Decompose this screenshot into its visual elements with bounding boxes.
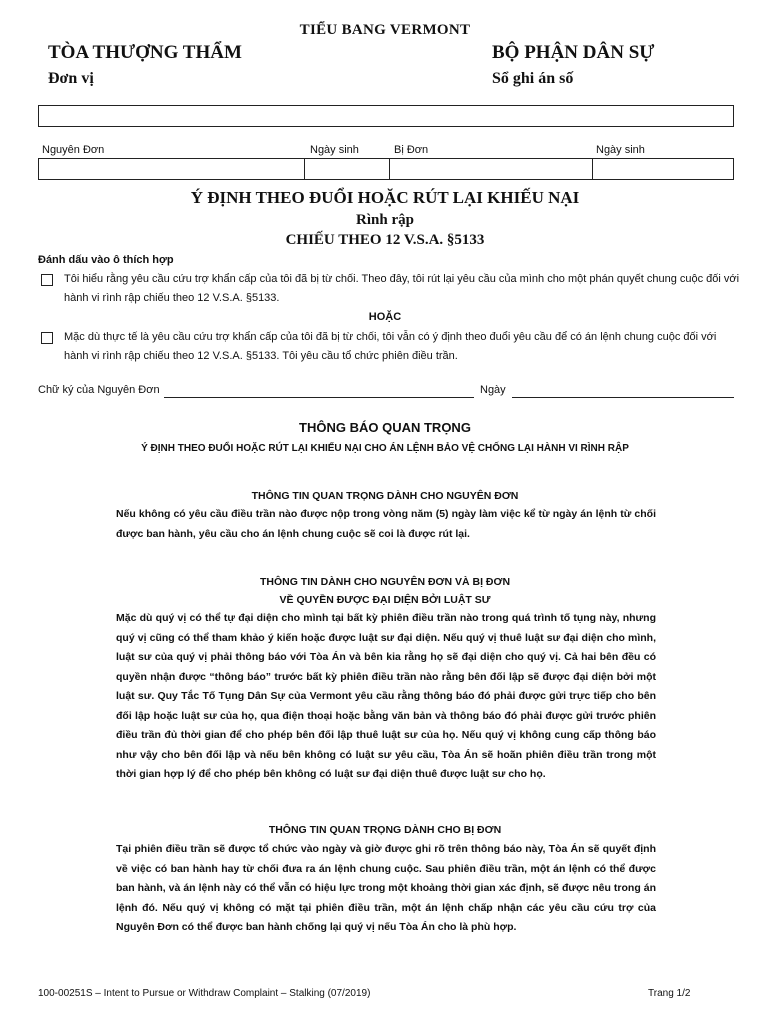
plaintiff-dob-label: Ngày sinh <box>310 144 359 156</box>
division-name: BỘ PHẬN DÂN SỰ <box>492 42 655 63</box>
state-title: TIỂU BANG VERMONT <box>299 22 471 38</box>
party-fields-row <box>38 158 734 180</box>
plaintiff-signature-label: Chữ ký của Nguyên Đơn <box>38 384 160 396</box>
counsel-info-heading: THÔNG TIN DÀNH CHO NGUYÊN ĐƠN VÀ BỊ ĐƠN <box>259 576 511 588</box>
plaintiff-signature-line[interactable] <box>164 397 474 398</box>
notice-subtitle: Ý ĐỊNH THEO ĐUỔI HOẶC RÚT LẠI KHIẾU NẠI CHO ÁN LỆNH BẢO VỆ CHỐNG LẠI HÀNH VI RÌNH RẬP <box>141 443 629 454</box>
withdraw-checkbox[interactable] <box>41 274 53 286</box>
date-line[interactable] <box>512 397 734 398</box>
defendant-info-body: Tại phiên điều trần sẽ được tổ chức vào ngày và giờ được ghi rõ trên thông báo này, Tòa Án sẽ quyết định về việc có ban hành hay từ chối đưa ra án lệnh chung cuộc. Sau phiên điều trần, một án lệnh có thể được ban hành, và án lệnh này có thể vẫn có hiệu lực trong một khoảng thời gian xác định, sẽ được nêu trong án lệnh đó. Nếu quý vị không có mặt tại phiên điều trần, một án lệnh chấp nhận các yêu cầu cứu trợ của Nguyên Đơn có thể được ban hành chống lại quý vị nếu Tòa Án cho là phù hợp. <box>116 843 656 933</box>
defendant-dob-label: Ngày sinh <box>596 144 645 156</box>
page-number: Trang 1/2 <box>648 988 691 999</box>
unit-docket-field[interactable] <box>38 105 734 127</box>
form-subtitle: Rình rập <box>356 212 414 228</box>
plaintiff-label: Nguyên Đơn <box>42 144 105 156</box>
form-title: Ý ĐỊNH THEO ĐUỔI HOẶC RÚT LẠI KHIẾU NẠI <box>190 188 580 207</box>
plaintiff-info-heading: THÔNG TIN QUAN TRỌNG DÀNH CHO NGUYÊN ĐƠN <box>251 490 519 502</box>
party-field-divider <box>389 159 390 179</box>
statute-reference: CHIẾU THEO 12 V.S.A. §5133 <box>285 232 485 248</box>
court-name: TÒA THƯỢNG THẨM <box>48 42 242 63</box>
date-label: Ngày <box>480 384 506 396</box>
plaintiff-info-body: Nếu không có yêu cầu điều trần nào được nộp trong vòng năm (5) ngày làm việc kể từ ngày án lệnh từ chối được ban hành, yêu cầu cho án lệnh chung cuộc sẽ coi là được rút lại. <box>116 508 656 540</box>
counsel-info-heading-line2: VỀ QUYỀN ĐƯỢC ĐẠI DIỆN BỞI LUẬT SƯ <box>279 594 491 606</box>
pursue-checkbox[interactable] <box>41 332 53 344</box>
counsel-info-body: Mặc dù quý vị có thể tự đại diện cho mình tại bất kỳ phiên điều trần nào trong quá trình tố tụng này, nhưng quý vị cũng có thể tham khảo ý kiến hoặc được luật sư đại diện. Nếu quý vị thuê luật sư đại diện cho mình, luật sư của quý vị phải thông báo với Tòa Án và bên kia rằng họ sẽ đại diện cho quý vị. Cả hai bên đều có quyền nhận được “thông báo” trước bất kỳ phiên điều trần nào rằng bên đối lập sẽ được đại diện bởi một luật sư. Quy Tắc Tố Tụng Dân Sự của Vermont yêu cầu rằng thông báo đó phải được gửi trực tiếp cho bên đối lập hoặc luật sư của họ, qua điện thoại hoặc bằng văn bản và thông báo đó phải được gửi trước phiên điều trần đủ thời gian để cho phép bên đối lập thuê luật sư của họ. Nếu quý vị không cung cấp thông báo như vậy cho bên đối lập và nếu bên không có luật sư yêu cầu, Tòa Án sẽ hoãn phiên điều trần trong một thời gian hợp lý để cho phép bên không có luật sư đại diện thuê được luật sư cho họ. <box>116 612 656 780</box>
or-separator: HOẶC <box>368 311 402 323</box>
docket-label: Sổ ghi án số <box>492 70 574 87</box>
party-field-divider <box>304 159 305 179</box>
pursue-option-text: Mặc dù thực tế là yêu cầu cứu trợ khẩn cấp của tôi đã bị từ chối, tôi vẫn có ý định theo đuổi yêu cầu để có án lệnh chung cuộc đối với hành vi rình rập chiếu theo 12 V.S.A. §5133. Tôi yêu cầu tổ chức phiên điều trần. <box>64 331 717 362</box>
notice-title: THÔNG BÁO QUAN TRỌNG <box>299 420 471 435</box>
party-field-divider <box>592 159 593 179</box>
defendant-info-heading: THÔNG TIN QUAN TRỌNG DÀNH CHO BỊ ĐƠN <box>268 824 502 836</box>
withdraw-option-text: Tôi hiểu rằng yêu cầu cứu trợ khẩn cấp của tôi đã bị từ chối. Theo đây, tôi rút lại yêu cầu của mình cho một phán quyết chung cuộc đối với hành vi rình rập chiếu theo 12 V.S.A. §5133. <box>64 273 740 304</box>
form-id: 100-00251S – Intent to Pursue or Withdraw Complaint – Stalking (07/2019) <box>38 988 371 999</box>
unit-label: Đơn vị <box>48 70 94 87</box>
defendant-label: Bị Đơn <box>394 144 429 156</box>
check-instruction: Đánh dấu vào ô thích hợp <box>38 254 174 266</box>
